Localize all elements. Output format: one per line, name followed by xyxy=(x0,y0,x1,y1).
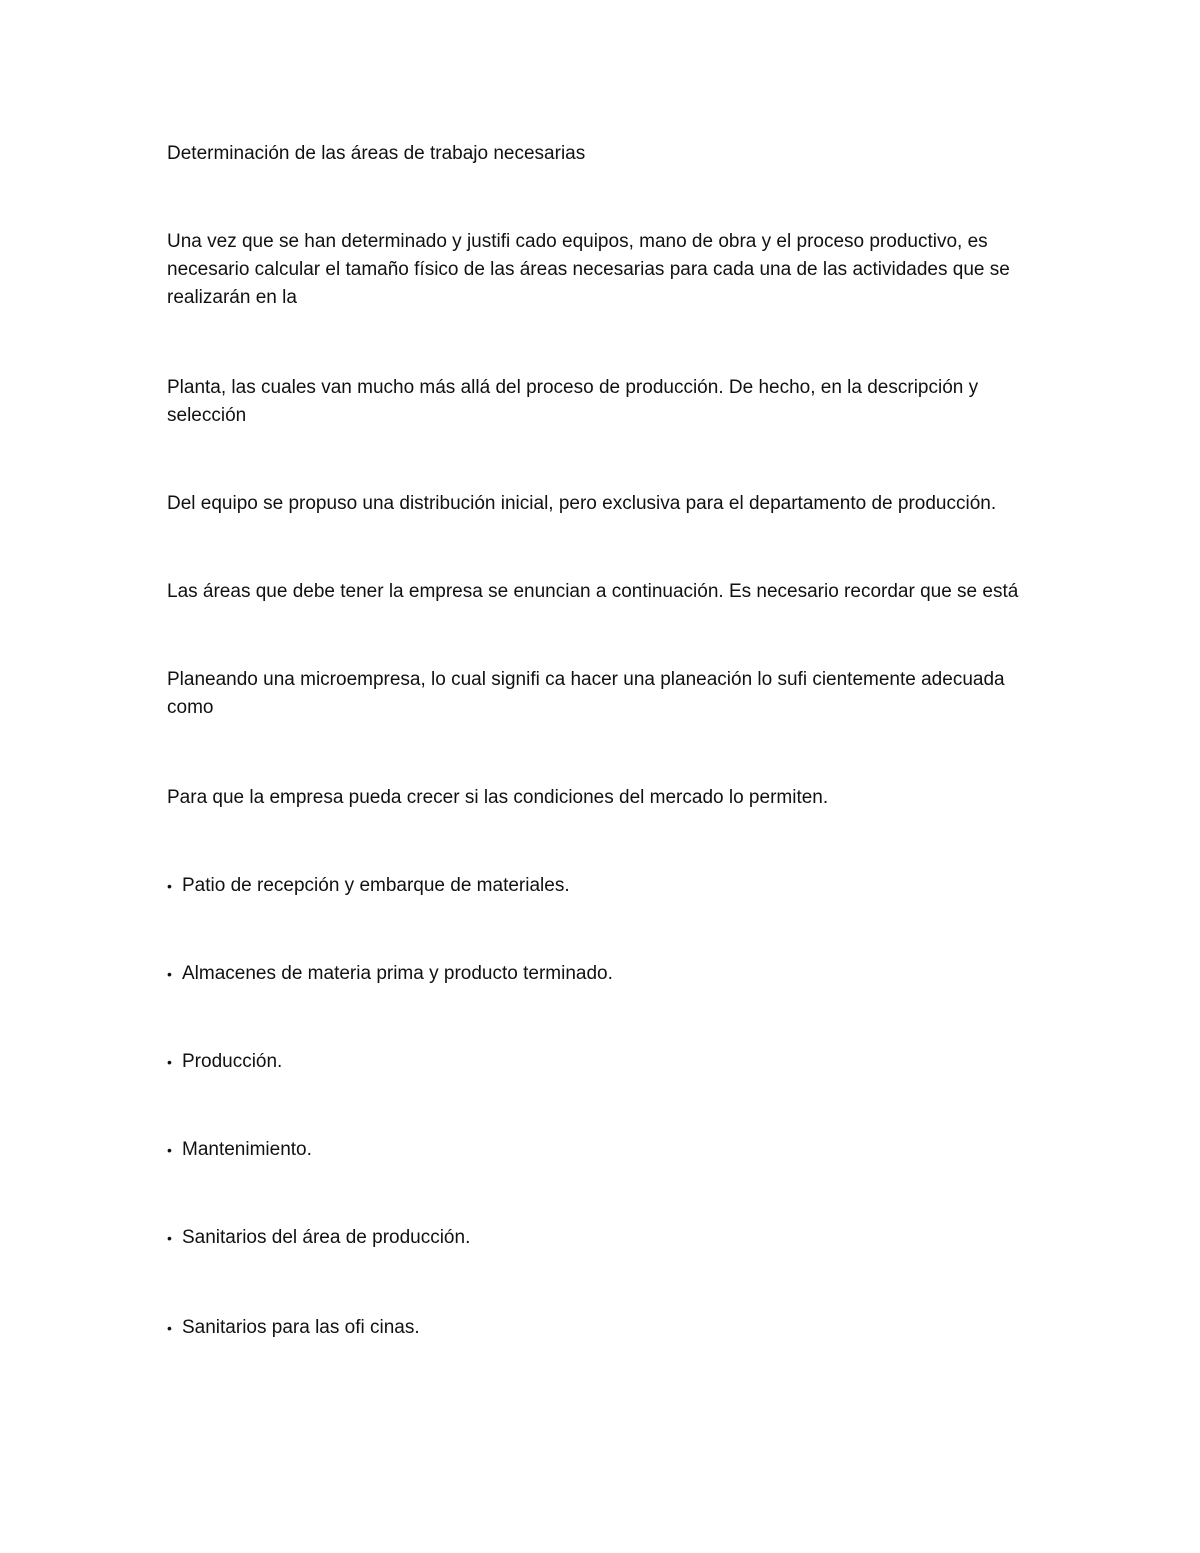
list-item-text: Patio de recepción y embarque de materiales. xyxy=(182,875,570,896)
paragraph-2: Planta, las cuales van mucho más allá del proceso de producción. De hecho, en la descripción y selección xyxy=(167,377,979,426)
list-item xyxy=(167,872,1047,900)
bullet-icon: • xyxy=(167,1230,172,1246)
bullet-icon: • xyxy=(167,1320,172,1336)
list-item xyxy=(167,1048,1047,1076)
list-item-text: Sanitarios del área de producción. xyxy=(182,1227,471,1248)
list-item-text: Producción. xyxy=(182,1051,283,1072)
list-item-text: Almacenes de materia prima y producto terminado. xyxy=(182,963,613,984)
paragraph-1: Una vez que se han determinado y justifi cado equipos, mano de obra y el proceso productivo, es necesario calcular el tamaño físico de las áreas necesarias para cada una de las actividades que se realizarán en la xyxy=(167,231,1010,308)
bullet-icon: • xyxy=(167,966,172,982)
bullet-icon: • xyxy=(167,1054,172,1070)
paragraph-6: Para que la empresa pueda crecer si las condiciones del mercado lo permiten. xyxy=(167,787,829,808)
list-item xyxy=(167,960,1047,988)
list-item xyxy=(167,1314,1047,1342)
bullet-icon: • xyxy=(167,1142,172,1158)
paragraph-3: Del equipo se propuso una distribución inicial, pero exclusiva para el departamento de producción. xyxy=(167,493,997,514)
list-item-text: Sanitarios para las ofi cinas. xyxy=(182,1317,420,1338)
document-title: Determinación de las áreas de trabajo necesarias xyxy=(167,143,586,164)
list-item xyxy=(167,1136,1047,1164)
list-item-text: Mantenimiento. xyxy=(182,1139,312,1160)
paragraph-4: Las áreas que debe tener la empresa se enuncian a continuación. Es necesario recordar que se está xyxy=(167,581,1019,602)
list-item xyxy=(167,1224,1047,1252)
bullet-icon: • xyxy=(167,878,172,894)
paragraph-5: Planeando una microempresa, lo cual signifi ca hacer una planeación lo sufi cientemente adecuada como xyxy=(167,669,1005,718)
